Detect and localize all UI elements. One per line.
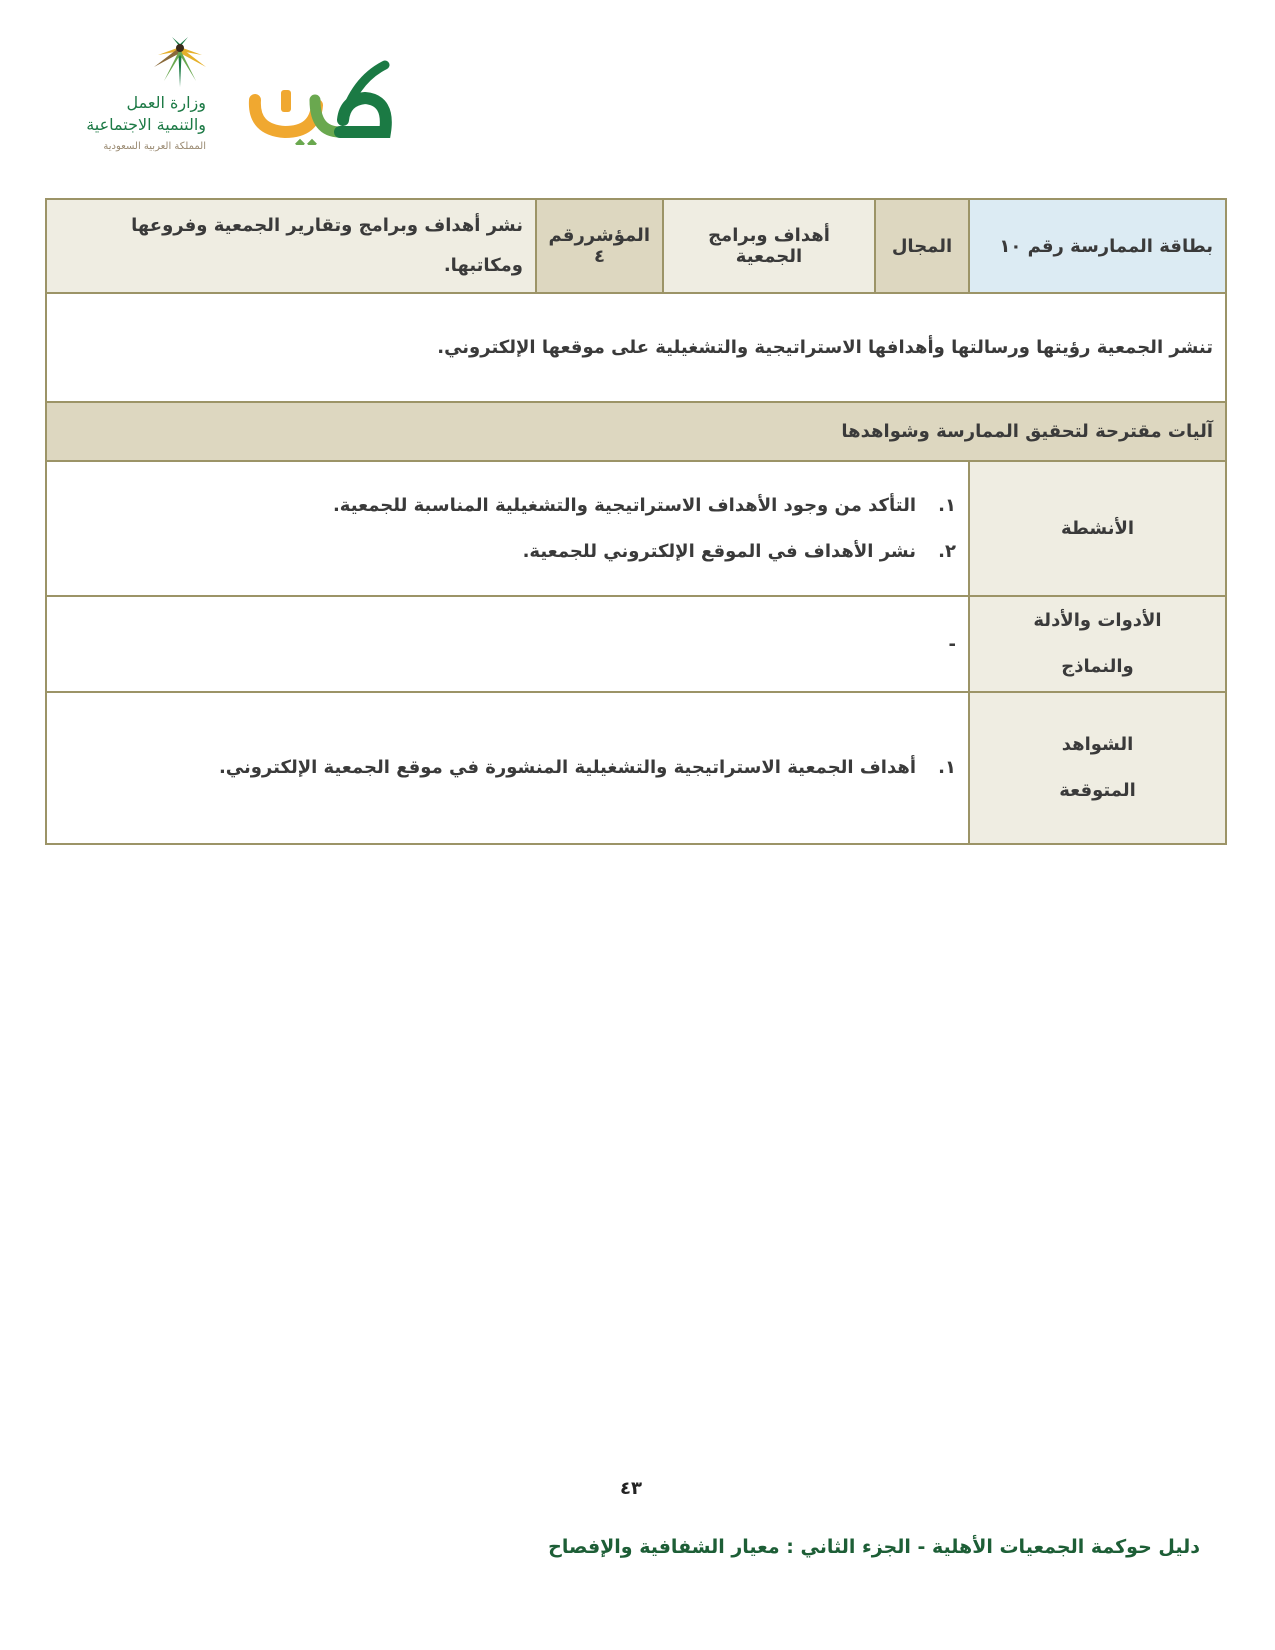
tools-value: - xyxy=(46,596,969,692)
list-item: ١.التأكد من وجود الأهداف الاستراتيجية والتشغيلية المناسبة للجمعية. xyxy=(332,494,956,516)
palm-icon xyxy=(150,35,210,90)
activities-label: الأنشطة xyxy=(969,461,1226,596)
page-number: ٤٣ xyxy=(620,1478,642,1499)
makeen-logo xyxy=(245,60,395,145)
ministry-name-line1: وزارة العمل xyxy=(126,93,206,112)
list-item: ١.أهداف الجمعية الاستراتيجية والتشغيلية المنشورة في موقع الجمعية الإلكتروني. xyxy=(218,757,956,778)
ministry-logo xyxy=(60,35,206,165)
indicator-label: المؤشررقم ٤ xyxy=(536,199,663,293)
ministry-name-line2: والتنمية الاجتماعية xyxy=(86,115,206,134)
card-title: بطاقة الممارسة رقم ١٠ xyxy=(969,199,1226,293)
field-value: أهداف وبرامج الجمعية xyxy=(663,199,875,293)
list-item: ٢.نشر الأهداف في الموقع الإلكتروني للجمعية. xyxy=(522,540,956,562)
tools-label: الأدوات والأدلة والنماذج xyxy=(969,596,1226,692)
indicator-value: نشر أهداف وبرامج وتقارير الجمعية وفروعها ومكاتبها. xyxy=(46,199,536,293)
ministry-country: المملكة العربية السعودية xyxy=(103,141,206,152)
evidence-label: الشواهد المتوقعة xyxy=(969,692,1226,844)
evidence-list xyxy=(46,692,969,844)
practice-card xyxy=(45,198,1227,845)
practice-description: تنشر الجمعية رؤيتها ورسالتها وأهدافها الاستراتيجية والتشغيلية على موقعها الإلكتروني. xyxy=(46,293,1226,402)
header-logos xyxy=(60,35,400,165)
field-label: المجال xyxy=(875,199,969,293)
section-title: آليات مقترحة لتحقيق الممارسة وشواهدها xyxy=(46,402,1226,461)
footer-title: دليل حوكمة الجمعيات الأهلية - الجزء الثاني : معيار الشفافية والإفصاح xyxy=(548,1536,1200,1558)
activities-list xyxy=(46,461,969,596)
